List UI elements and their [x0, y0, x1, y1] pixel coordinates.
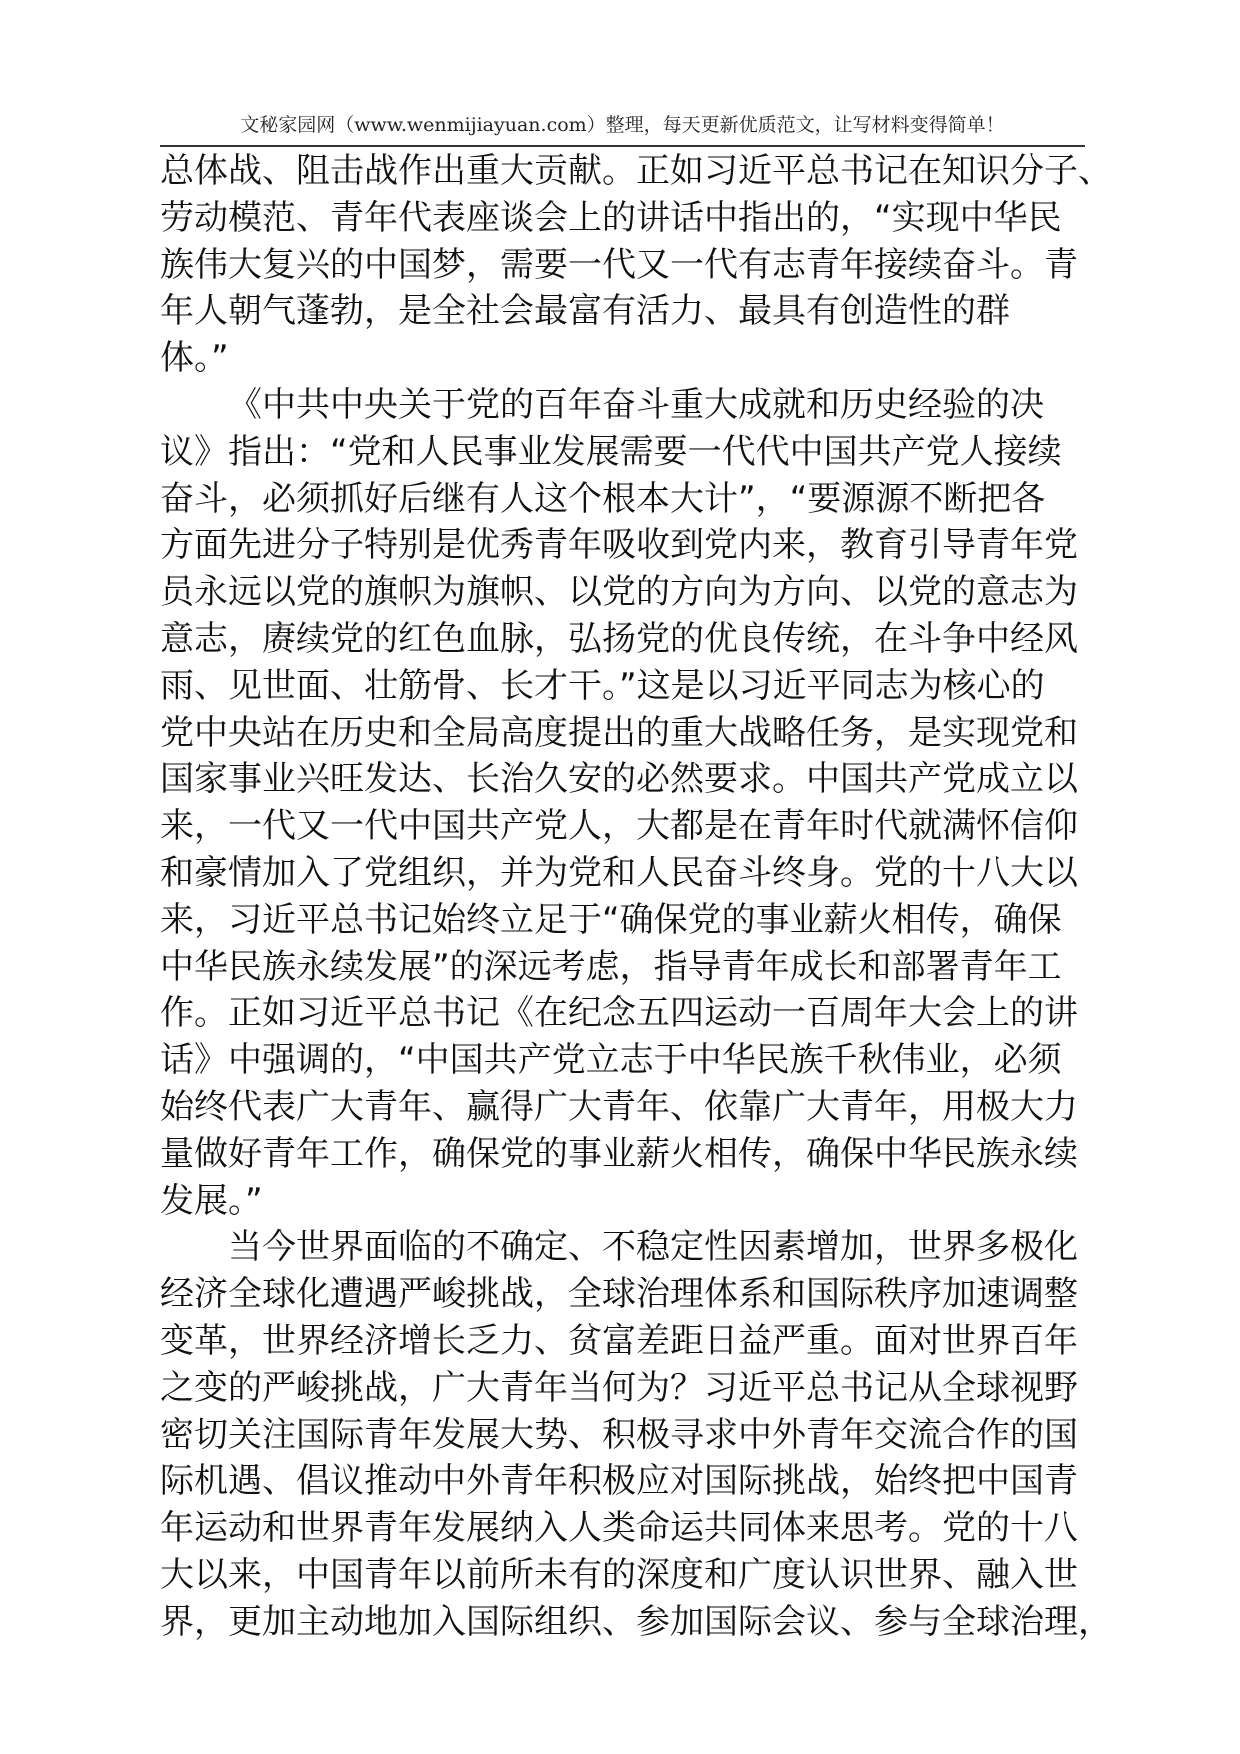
paragraph-start-line: 《中共中央关于党的百年奋斗重大成就和历史经验的决	[228, 384, 1044, 425]
text-line: 意志，赓续党的红色血脉，弘扬党的优良传统，在斗争中经风	[160, 618, 1078, 659]
text-line: 始终代表广大青年、赢得广大青年、依靠广大青年，用极大力	[160, 1086, 1078, 1127]
text-line: 国家事业兴旺发达、长治久安的必然要求。中国共产党成立以	[160, 759, 1078, 800]
text-line: 密切关注国际青年发展大势、积极寻求中外青年交流合作的国	[160, 1414, 1078, 1455]
text-line: 总体战、阻击战作出重大贡献。正如习近平总书记在知识分子、	[160, 151, 1112, 191]
text-line: 来，一代又一代中国共产党人，大都是在青年时代就满怀信仰	[160, 806, 1078, 847]
header-divider	[160, 145, 1085, 147]
text-line: 之变的严峻挑战，广大青年当何为？习近平总书记从全球视野	[160, 1367, 1078, 1408]
text-line: 劳动模范、青年代表座谈会上的讲话中指出的，“实现中华民	[160, 197, 1062, 238]
text-line: 族伟大复兴的中国梦，需要一代又一代有志青年接续奋斗。青	[160, 244, 1078, 285]
text-line: 方面先进分子特别是优秀青年吸收到党内来，教育引导青年党	[160, 525, 1078, 566]
text-line: 变革，世界经济增长乏力、贫富差距日益严重。面对世界百年	[160, 1320, 1078, 1361]
text-line: 议》指出：“党和人民事业发展需要一代代中国共产党人接续	[160, 431, 1062, 472]
text-line: 量做好青年工作，确保党的事业薪火相传，确保中华民族永续	[160, 1133, 1078, 1174]
text-line: 年运动和世界青年发展纳入人类命运共同体来思考。党的十八	[160, 1508, 1078, 1549]
page-header: 文秘家园网（www.wenmijiayuan.com）整理，每天更新优质范文，让写材料变得简单！	[240, 114, 1005, 136]
text-line: 雨、见世面、壮筋骨、长才干。”这是以习近平同志为核心的	[160, 665, 1045, 706]
document-body	[160, 148, 1112, 1646]
text-line: 党中央站在历史和全局高度提出的重大战略任务，是实现党和	[160, 712, 1078, 753]
text-line: 奋斗，必须抓好后继有人这个根本大计”，“要源源不断把各	[160, 478, 1046, 519]
text-line: 来，习近平总书记始终立足于“确保党的事业薪火相传，确保	[160, 899, 1062, 940]
text-line: 大以来，中国青年以前所未有的深度和广度认识世界、融入世	[160, 1554, 1078, 1595]
text-line: 中华民族永续发展”的深远考虑，指导青年成长和部署青年工	[160, 946, 1062, 987]
text-line: 经济全球化遭遇严峻挑战，全球治理体系和国际秩序加速调整	[160, 1274, 1078, 1315]
text-line: 发展。”	[160, 1180, 263, 1221]
text-line: 界，更加主动地加入国际组织、参加国际会议、参与全球治理，	[160, 1601, 1112, 1642]
text-line: 和豪情加入了党组织，并为党和人民奋斗终身。党的十八大以	[160, 852, 1078, 893]
text-line: 员永远以党的旗帜为旗帜、以党的方向为方向、以党的意志为	[160, 572, 1078, 613]
text-line: 作。正如习近平总书记《在纪念五四运动一百周年大会上的讲	[160, 993, 1078, 1034]
text-line: 年人朝气蓬勃，是全社会最富有活力、最具有创造性的群	[160, 291, 1010, 332]
text-line: 际机遇、倡议推动中外青年积极应对国际挑战，始终把中国青	[160, 1461, 1078, 1502]
text-line: 体。”	[160, 338, 229, 379]
paragraph-start-line: 当今世界面临的不确定、不稳定性因素增加，世界多极化	[228, 1227, 1078, 1268]
text-line: 话》中强调的，“中国共产党立志于中华民族千秋伟业，必须	[160, 1040, 1062, 1081]
